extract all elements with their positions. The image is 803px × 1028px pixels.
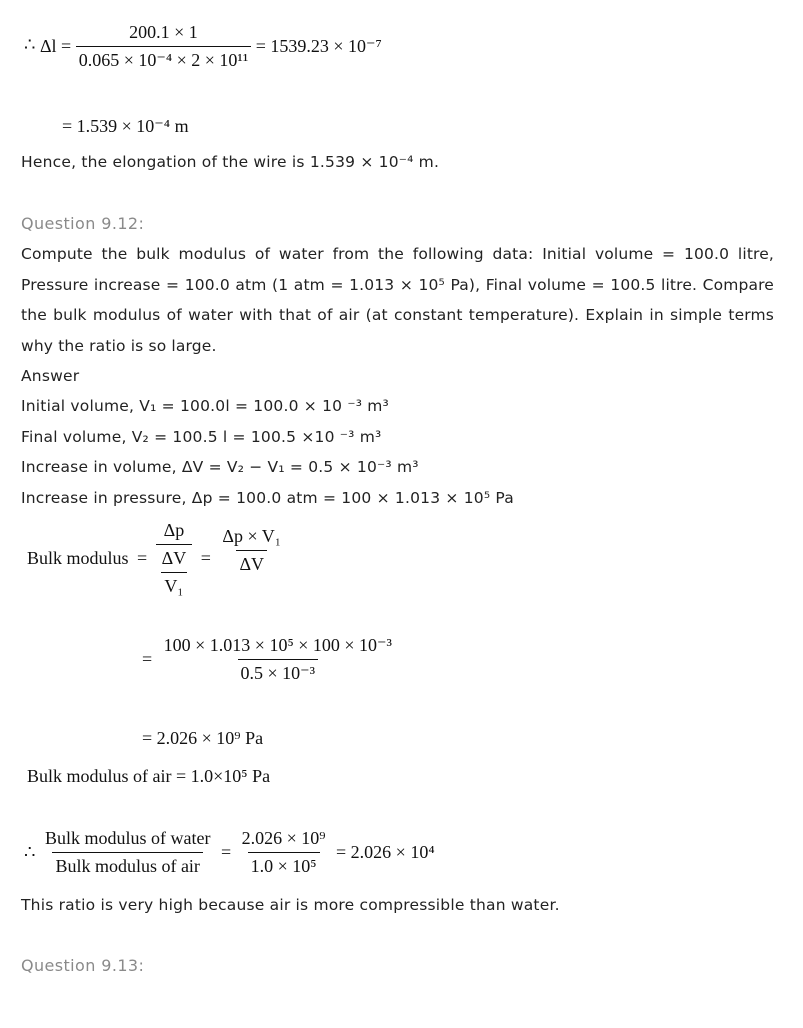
f1-numerator: Δp	[163, 520, 185, 540]
question-text: Compute the bulk modulus of water from the following data: Initial volume = 100.0 litre, Pressure increase = 100.0 atm (1 atm = 1.013 × 10⁵ Pa), Final volume = 100.5 litre. Compare the bulk modulus of water with that of air (at constant temperature). Explain in simple terms why the ratio is so large.	[21, 245, 774, 355]
eq-numerator: 200.1 × 1	[129, 22, 198, 42]
answer-label: Answer	[21, 367, 80, 385]
eq-result-line: = 1.539 × 10⁻⁴ m	[62, 116, 189, 136]
elongation-equation	[24, 22, 382, 71]
initial-volume-line: Initial volume, V₁ = 100.0l = 100.0 × 10 ⁻³ m³	[21, 397, 389, 415]
bulk-modulus-formula: Bulk modulus = $\frac{\Delta p}{\frac{\Delta V}{\text{V₁}}}$ = $\frac{\text{Δp × V₁}}{\Delta V}$	[27, 520, 284, 597]
f1-den-denominator: V₁	[161, 572, 186, 597]
substitution-fraction	[161, 635, 395, 684]
substitution-numerator: 100 × 1.013 × 10⁵ × 100 × 10⁻³	[163, 635, 392, 655]
substitution-step: = $\frac{\text{100 × 1.013 × 10⁵ × 100 × 10⁻³}}{\text{0.5 × 10⁻³}}$	[142, 635, 395, 684]
ratio-values-denominator: 1.0 × 10⁵	[248, 852, 320, 877]
conclusion-elongation: Hence, the elongation of the wire is 1.539 × 10⁻⁴ m.	[21, 153, 440, 171]
eq-fraction	[76, 22, 252, 71]
final-volume-line: Final volume, V₂ = 100.5 l = 100.5 ×10 ⁻³ m³	[21, 428, 382, 446]
ratio-equation: ∴ $\frac{\text{Bulk modulus of water}}{\text{Bulk modulus of air}}$ = $\frac{\text{2.026 × 10⁹}}{\text{1.0 × 10⁵}}$ = 2.026 × 10⁴	[24, 828, 435, 876]
f1-den-numerator: ΔV	[161, 548, 187, 568]
ratio-fraction	[42, 828, 213, 877]
question-heading: Question 9.12:	[21, 214, 145, 233]
f2-denominator: ΔV	[236, 550, 267, 575]
formula-fraction-1	[156, 520, 193, 597]
conclusion-ratio: This ratio is very high because air is more compressible than water.	[21, 896, 560, 914]
f1-denominator-fraction	[159, 548, 190, 597]
ratio-result: = 2.026 × 10⁴	[336, 842, 435, 862]
pressure-increase-line: Increase in pressure, Δp = 100.0 atm = 100 × 1.013 × 10⁵ Pa	[21, 489, 514, 507]
ratio-denominator: Bulk modulus of air	[52, 852, 203, 877]
ratio-values-numerator: 2.026 × 10⁹	[241, 828, 326, 848]
formula-fraction-2	[219, 526, 284, 575]
bulk-modulus-air: Bulk modulus of air = 1.0×10⁵ Pa	[27, 766, 271, 786]
bulk-modulus-label: Bulk modulus	[27, 548, 129, 568]
eq-lhs: Δl =	[39, 36, 72, 56]
substitution-denominator: 0.5 × 10⁻³	[238, 659, 319, 684]
volume-increase-line: Increase in volume, ΔV = V₂ − V₁ = 0.5 × 10⁻³ m³	[21, 458, 419, 476]
therefore-symbol: ∴	[24, 34, 36, 55]
eq-denominator: 0.065 × 10⁻⁴ × 2 × 10¹¹	[76, 46, 252, 71]
eq-rhs: = 1539.23 × 10⁻⁷	[255, 36, 382, 56]
next-question-heading: Question 9.13:	[21, 956, 145, 975]
ratio-values-fraction	[239, 828, 329, 877]
f2-numerator: Δp × V₁	[222, 526, 282, 546]
bulk-modulus-result: = 2.026 × 10⁹ Pa	[142, 728, 264, 748]
ratio-numerator: Bulk modulus of water	[44, 828, 211, 848]
